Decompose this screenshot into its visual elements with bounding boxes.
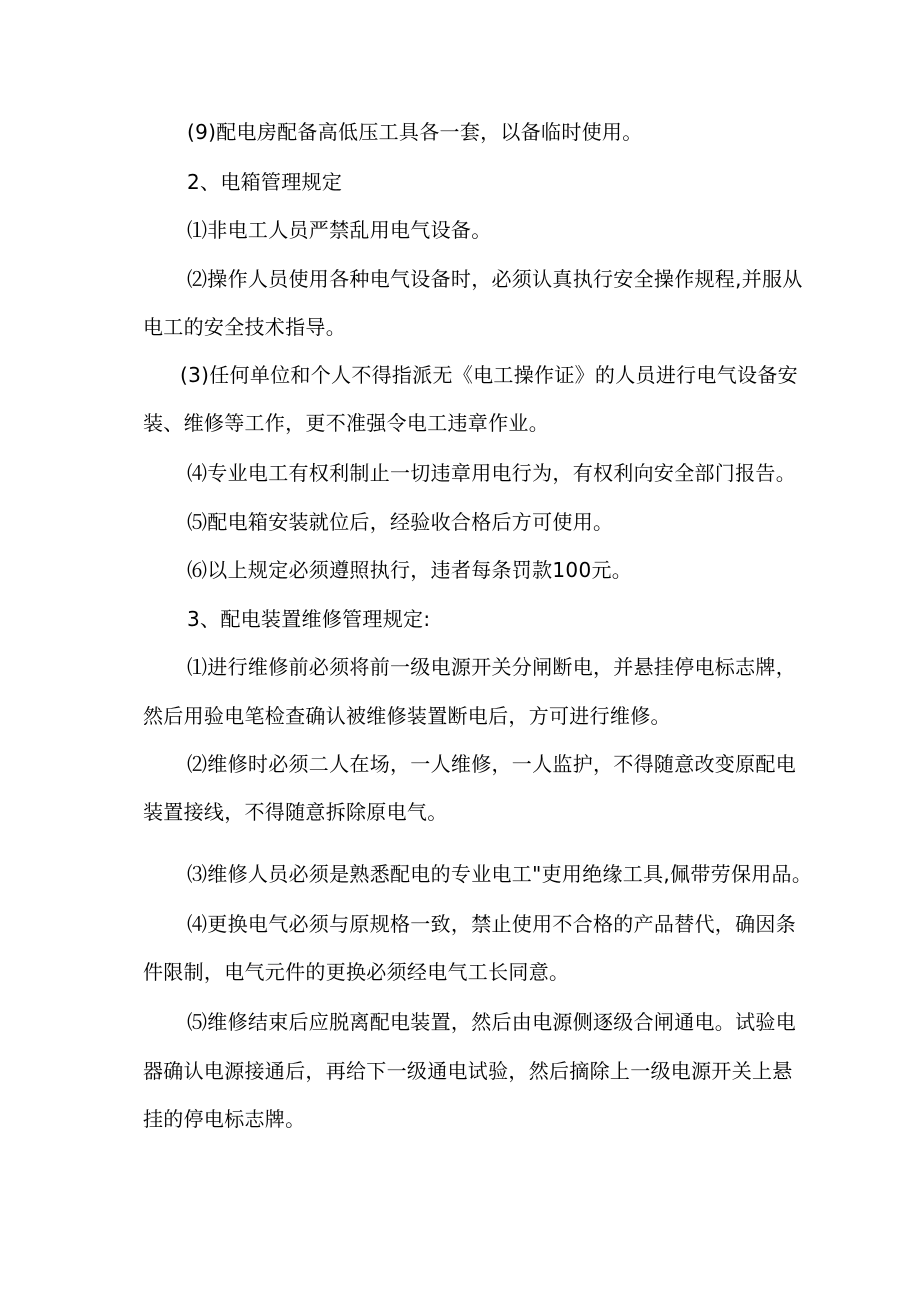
- paragraph-line: 件限制，电气元件的更换必须经电气工长同意。: [143, 960, 570, 984]
- paragraph-line: ⑸配电箱安装就位后，经验收合格后方可使用。: [187, 510, 614, 534]
- paragraph-line: (9)配电房配备高低压工具各一套，以备临时使用。: [187, 120, 643, 144]
- paragraph-line: (3)任何单位和个人不得指派无《电工操作证》的人员进行电气设备安: [180, 363, 798, 387]
- section-heading: 2、电箱管理规定: [187, 170, 343, 194]
- paragraph-line: ⑷更换电气必须与原规格一致，禁止使用不合格的产品替代，确因条: [187, 912, 796, 936]
- paragraph-line: 然后用验电笔检查确认被维修装置断电后，方可进行维修。: [143, 704, 671, 728]
- paragraph-line: ⑸维修结束后应脱离配电装置，然后由电源侧逐级合闸通电。试验电: [187, 1010, 796, 1034]
- paragraph-line: ⑴非电工人员严禁乱用电气设备。: [187, 218, 492, 242]
- paragraph-line: ⑵维修时必须二人在场，一人维修，一人监护，不得随意改变原配电: [187, 752, 796, 776]
- paragraph-line: ⑷专业电工有权利制止一切违章用电行为，有权利向安全部门报告。: [187, 461, 796, 485]
- paragraph-line: ⑹以上规定必须遵照执行，违者每条罚款100元。: [187, 558, 633, 582]
- paragraph-line: ⑵操作人员使用各种电气设备时，必须认真执行安全操作规程,并服从: [187, 267, 803, 291]
- paragraph-line: 器确认电源接通后，再给下一级通电试验，然后摘除上一级电源开关上悬: [143, 1059, 793, 1083]
- paragraph-line: 装置接线，不得随意拆除原电气。: [143, 800, 448, 824]
- paragraph-line: 电工的安全技术指导。: [143, 315, 346, 339]
- section-heading: 3、配电装置维修管理规定:: [187, 607, 431, 631]
- paragraph-line: 挂的停电标志牌。: [143, 1107, 306, 1131]
- paragraph-line: 装、维修等工作，更不准强令电工违章作业。: [143, 411, 549, 435]
- paragraph-line: ⑶维修人员必须是熟悉配电的专业电工"吏用绝缘工具,佩带劳保用品。: [187, 862, 813, 886]
- paragraph-line: ⑴进行维修前必须将前一级电源开关分闸断电，并悬挂停电标志牌，: [187, 655, 796, 679]
